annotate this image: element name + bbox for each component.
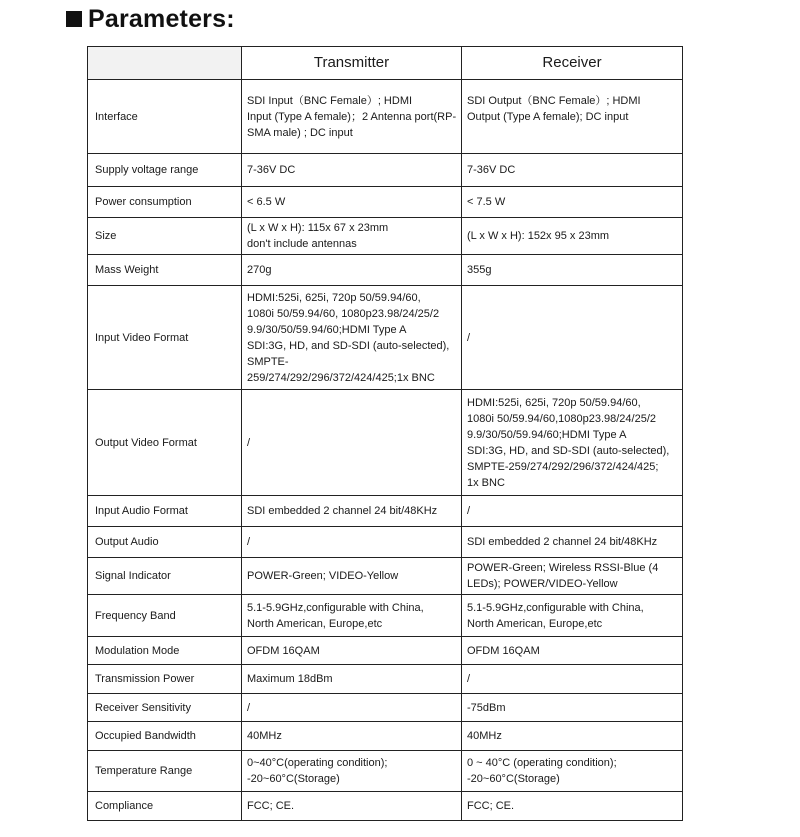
cell-line: SDI embedded 2 channel 24 bit/48KHz <box>467 536 658 548</box>
table-row <box>88 751 683 792</box>
table-row <box>88 694 683 722</box>
cell-line: 9.9/30/50/59.94/60;HDMI Type A <box>467 428 627 441</box>
cell-line: Maximum 18dBm <box>247 673 333 685</box>
cell-line: 5.1-5.9GHz,configurable with China, <box>247 601 424 614</box>
row-label: Compliance <box>88 792 242 821</box>
cell-line: HDMI:525i, 625i, 720p 50/59.94/60, <box>467 396 641 409</box>
transmitter-value <box>242 637 462 665</box>
row-label: Mass Weight <box>88 255 242 286</box>
receiver-value <box>462 255 683 286</box>
cell-line: -75dBm <box>467 701 506 714</box>
receiver-value <box>462 751 683 792</box>
cell-line: POWER-Green; VIDEO-Yellow <box>247 570 399 582</box>
cell-line: 1080i 50/59.94/60,1080p23.98/24/25/2 <box>467 412 657 425</box>
table-row <box>88 637 683 665</box>
row-label: Frequency Band <box>88 595 242 637</box>
table-row <box>88 187 683 218</box>
cell-line: LEDs); POWER/VIDEO-Yellow <box>467 578 618 590</box>
cell-line: FCC; CE. <box>247 800 295 812</box>
row-label: Receiver Sensitivity <box>88 694 242 722</box>
cell-line: SDI embedded 2 channel 24 bit/48KHz <box>247 505 438 517</box>
cell-line: (L x W x H): 115x 67 x 23mm <box>247 222 389 234</box>
header-blank-cell <box>88 47 242 80</box>
receiver-value <box>462 558 683 595</box>
cell-line: 40MHz <box>247 730 282 742</box>
cell-line: -20~60°C(Storage) <box>247 773 340 785</box>
row-label: Temperature Range <box>88 751 242 792</box>
transmitter-value <box>242 751 462 792</box>
receiver-value <box>462 694 683 722</box>
header-transmitter: Transmitter <box>242 47 462 80</box>
transmitter-value <box>242 154 462 187</box>
table-row <box>88 527 683 558</box>
receiver-value <box>462 154 683 187</box>
table-row <box>88 595 683 637</box>
cell-line: < 6.5 W <box>247 196 286 208</box>
header-receiver: Receiver <box>462 47 683 80</box>
table-row <box>88 665 683 694</box>
cell-line: -20~60°C(Storage) <box>467 773 560 785</box>
cell-line: (L x W x H): 152x 95 x 23mm <box>467 230 610 242</box>
cell-line: OFDM 16QAM <box>247 644 320 657</box>
receiver-value <box>462 722 683 751</box>
cell-line: 355g <box>467 264 492 276</box>
cell-line: 7-36V DC <box>247 164 296 176</box>
table-row <box>88 255 683 286</box>
receiver-value <box>462 80 683 154</box>
row-label: Interface <box>88 80 242 154</box>
receiver-value <box>462 595 683 637</box>
cell-line: 270g <box>247 264 272 276</box>
cell-line: 40MHz <box>467 730 502 742</box>
cell-line: POWER-Green; Wireless RSSI-Blue (4 <box>467 562 659 574</box>
receiver-value <box>462 665 683 694</box>
cell-line: 9.9/30/50/59.94/60;HDMI Type A <box>247 323 407 336</box>
row-label: Output Audio <box>88 527 242 558</box>
cell-line: < 7.5 W <box>467 196 506 208</box>
row-label: Modulation Mode <box>88 637 242 665</box>
table-row <box>88 390 683 496</box>
cell-line: / <box>247 536 251 548</box>
cell-line: North American, Europe,etc <box>247 617 383 630</box>
parameters-table <box>87 46 683 821</box>
section-title: Parameters: <box>88 4 235 33</box>
cell-line: North American, Europe,etc <box>467 617 603 630</box>
table-row <box>88 558 683 595</box>
cell-line: 0 ~ 40°C (operating condition); <box>467 757 617 769</box>
transmitter-value <box>242 595 462 637</box>
row-label: Input Video Format <box>88 286 242 390</box>
row-label: Transmission Power <box>88 665 242 694</box>
cell-line: 259/274/292/296/372/424/425;1x BNC <box>247 371 435 384</box>
section-heading <box>66 4 235 34</box>
cell-line: 0~40°C(operating condition); <box>247 757 388 769</box>
header-row <box>88 47 683 80</box>
transmitter-value <box>242 722 462 751</box>
table-row <box>88 792 683 821</box>
receiver-value <box>462 527 683 558</box>
row-label: Input Audio Format <box>88 496 242 527</box>
cell-line: SDI Output（BNC Female）; HDMI <box>467 94 641 107</box>
cell-line: Output (Type A female); DC input <box>467 110 629 123</box>
cell-line: SMPTE-259/274/292/296/372/424/425; <box>467 460 659 473</box>
table-row <box>88 80 683 154</box>
cell-line: SDI Input（BNC Female）; HDMI <box>247 94 413 107</box>
cell-line: 7-36V DC <box>467 164 516 176</box>
row-label: Output Video Format <box>88 390 242 496</box>
receiver-value <box>462 496 683 527</box>
cell-line: / <box>467 505 471 517</box>
row-label: Power consumption <box>88 187 242 218</box>
table-row <box>88 496 683 527</box>
transmitter-value <box>242 218 462 255</box>
receiver-value <box>462 637 683 665</box>
table-body <box>88 80 683 821</box>
transmitter-value <box>242 187 462 218</box>
cell-line: SDI:3G, HD, and SD-SDI (auto-selected), <box>247 339 450 352</box>
transmitter-value <box>242 390 462 496</box>
cell-line: / <box>247 701 251 714</box>
cell-line: SDI:3G, HD, and SD-SDI (auto-selected), <box>467 444 670 457</box>
transmitter-value <box>242 527 462 558</box>
cell-line: / <box>467 331 471 344</box>
cell-line: 5.1-5.9GHz,configurable with China, <box>467 601 644 614</box>
transmitter-value <box>242 792 462 821</box>
cell-line: / <box>467 673 471 685</box>
transmitter-value <box>242 255 462 286</box>
row-label: Signal Indicator <box>88 558 242 595</box>
receiver-value <box>462 390 683 496</box>
cell-line: / <box>247 436 251 449</box>
row-label: Occupied Bandwidth <box>88 722 242 751</box>
cell-line: OFDM 16QAM <box>467 644 540 657</box>
transmitter-value <box>242 665 462 694</box>
cell-line: SMPTE- <box>247 355 289 368</box>
row-label: Supply voltage range <box>88 154 242 187</box>
transmitter-value <box>242 558 462 595</box>
transmitter-value <box>242 694 462 722</box>
table-row <box>88 218 683 255</box>
cell-line: don't include antennas <box>247 238 357 250</box>
receiver-value <box>462 286 683 390</box>
cell-line: HDMI:525i, 625i, 720p 50/59.94/60, <box>247 291 421 304</box>
transmitter-value <box>242 286 462 390</box>
receiver-value <box>462 792 683 821</box>
cell-line: 1080i 50/59.94/60, 1080p23.98/24/25/2 <box>247 307 440 320</box>
receiver-value <box>462 218 683 255</box>
cell-line <box>467 125 677 141</box>
table-row <box>88 722 683 751</box>
transmitter-value <box>242 496 462 527</box>
table-row <box>88 286 683 390</box>
row-label: Size <box>88 218 242 255</box>
cell-line: Input (Type A female)；2 Antenna port(RP- <box>247 110 457 123</box>
table-row <box>88 154 683 187</box>
cell-line: SMA male) ; DC input <box>247 126 353 139</box>
cell-line: 1x BNC <box>467 476 505 489</box>
cell-line: FCC; CE. <box>467 800 515 812</box>
receiver-value <box>462 187 683 218</box>
square-bullet-icon <box>66 11 82 27</box>
transmitter-value <box>242 80 462 154</box>
